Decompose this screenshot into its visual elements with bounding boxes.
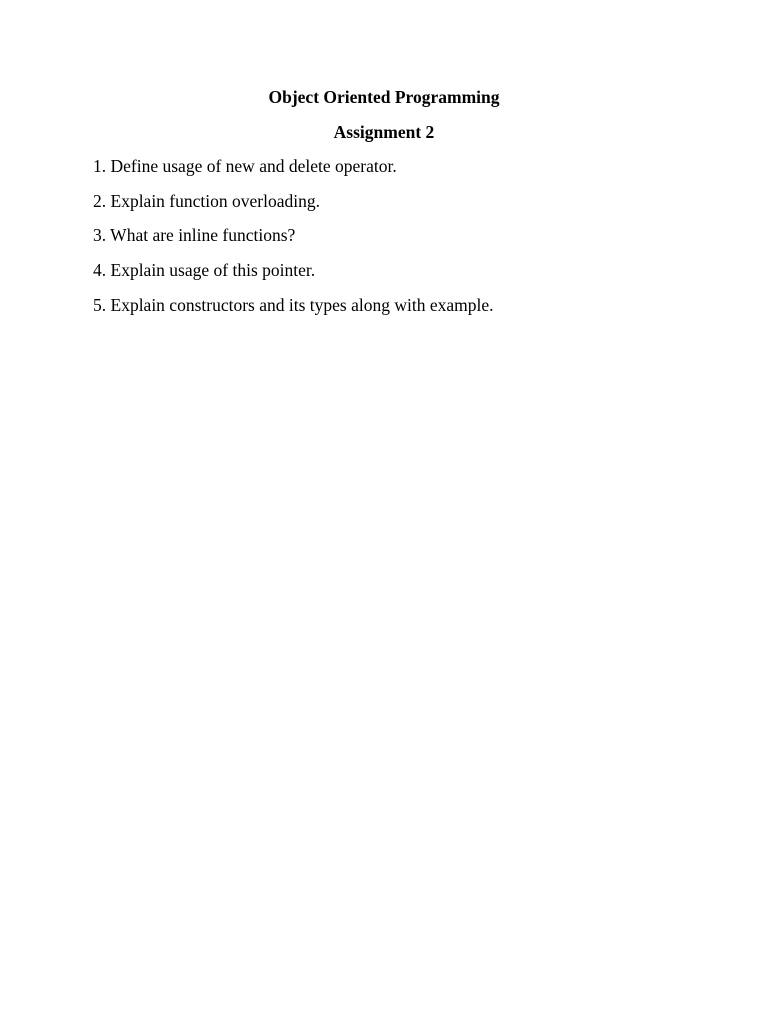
question-item: 3. What are inline functions? <box>93 225 296 246</box>
question-item: 2. Explain function overloading. <box>93 190 320 211</box>
question-item: 1. Define usage of new and delete operator. <box>93 156 397 176</box>
question-list <box>93 155 493 328</box>
document-title: Object Oriented Programming <box>268 87 500 107</box>
question-item: 4. Explain usage of this pointer. <box>93 260 316 281</box>
question-item: 5. Explain constructors and its types along with example. <box>93 294 494 315</box>
assignment-heading: Assignment 2 <box>333 122 435 142</box>
